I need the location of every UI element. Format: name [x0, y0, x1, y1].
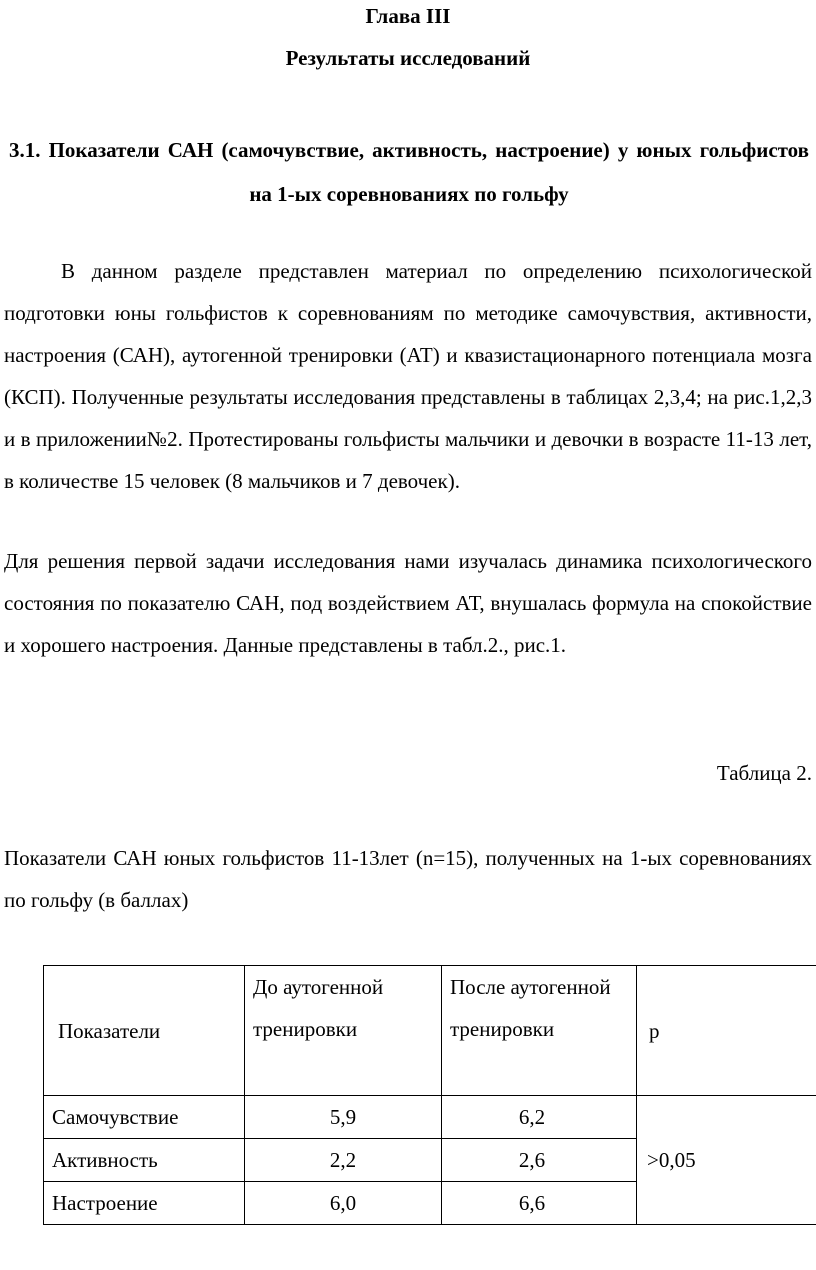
header-before-training: До аутогенной тренировки: [245, 966, 442, 1096]
row-after-value: 6,2: [442, 1096, 637, 1139]
header-indicator: Показатели: [44, 966, 245, 1096]
row-indicator: Активность: [44, 1139, 245, 1182]
body-paragraph-1: В данном разделе представлен материал по определению психологической подготовки юны гольфистов к соревнованиям по методике самочувствия, активности, настроения (САН), аутогенной тренировки (АТ) и квазистационарного потенциала мозга (КСП). Полученные результаты исследования представлены в таблицах 2,3,4; на рис.1,2,3 и в приложении№2. Протестированы гольфисты мальчики и девочки в возрасте 11-13 лет, в количестве 15 человек (8 мальчиков и 7 девочек).: [4, 259, 812, 493]
results-table: [43, 965, 816, 1225]
chapter-subtitle: Результаты исследований: [285, 46, 531, 70]
row-before-value: 2,2: [245, 1139, 442, 1182]
row-before-value: 6,0: [245, 1182, 442, 1225]
section-title: 3.1. Показатели САН (самочувствие, активность, настроение) у юных гольфистов на 1-ых соревнованиях по гольфу: [9, 138, 809, 206]
header-after-training: После аутогенной тренировки: [442, 966, 637, 1096]
row-before-value: 5,9: [245, 1096, 442, 1139]
table-label: Таблица 2.: [716, 761, 812, 785]
chapter-title: Глава III: [365, 4, 451, 28]
table-header-row: [44, 966, 816, 1096]
row-after-value: 6,6: [442, 1182, 637, 1225]
row-indicator: Настроение: [44, 1182, 245, 1225]
row-after-value: 2,6: [442, 1139, 637, 1182]
header-p: р: [637, 966, 816, 1096]
body-paragraph-2: Для решения первой задачи исследования нами изучалась динамика психологического состояния по показателю САН, под воздействием АТ, внушалась формула на спокойствие и хорошего настроения. Данные представлены в табл.2., рис.1.: [4, 549, 812, 657]
table-row: [44, 1096, 816, 1139]
table-caption: Показатели САН юных гольфистов 11-13лет (n=15), полученных на 1-ых соревнованиях по гольфу (в баллах): [4, 846, 812, 912]
row-indicator: Самочувствие: [44, 1096, 245, 1139]
p-value: >0,05: [637, 1096, 816, 1225]
